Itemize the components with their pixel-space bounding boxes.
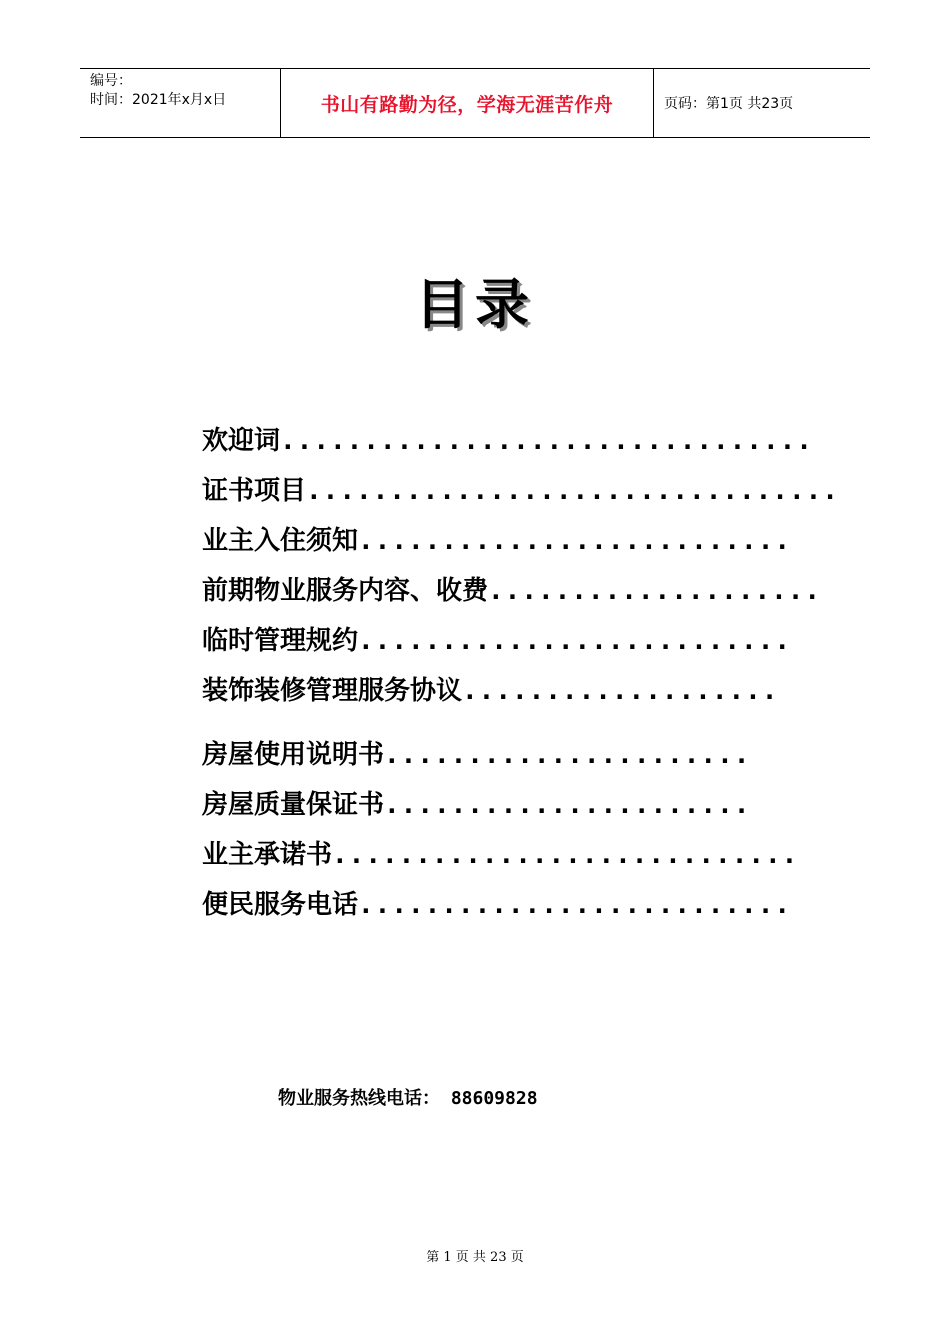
page-title: 目录	[415, 273, 535, 336]
header-page-info: 页码：第1页 共23页	[664, 96, 794, 112]
toc-entry[interactable]: 临时管理规约..........................	[202, 626, 792, 656]
toc-entry[interactable]: 房屋质量保证书......................	[202, 790, 751, 820]
page-header	[80, 68, 870, 138]
document-date: 时间：2021年x月x日	[90, 92, 227, 108]
header-meta	[80, 69, 281, 137]
toc-entry[interactable]: 业主承诺书............................	[202, 840, 799, 870]
toc-entry[interactable]: 欢迎词................................	[202, 426, 813, 456]
header-motto-cell	[281, 69, 654, 137]
header-page-info-cell	[654, 69, 870, 137]
toc-entry[interactable]: 装饰装修管理服务协议...................	[202, 676, 779, 706]
header-motto: 书山有路勤为径，学海无涯苦作舟	[320, 93, 614, 116]
toc-entry[interactable]: 房屋使用说明书......................	[202, 740, 751, 770]
service-hotline: 物业服务热线电话： 88609828	[278, 1088, 538, 1109]
toc-entry[interactable]: 证书项目................................	[202, 476, 839, 506]
toc-entry[interactable]: 前期物业服务内容、收费....................	[202, 576, 822, 606]
toc-entry[interactable]: 业主入住须知..........................	[202, 526, 792, 556]
toc-entry[interactable]: 便民服务电话..........................	[202, 890, 792, 920]
document-number: 编号：	[90, 73, 132, 89]
page-footer: 第 1 页 共 23 页	[426, 1250, 524, 1265]
